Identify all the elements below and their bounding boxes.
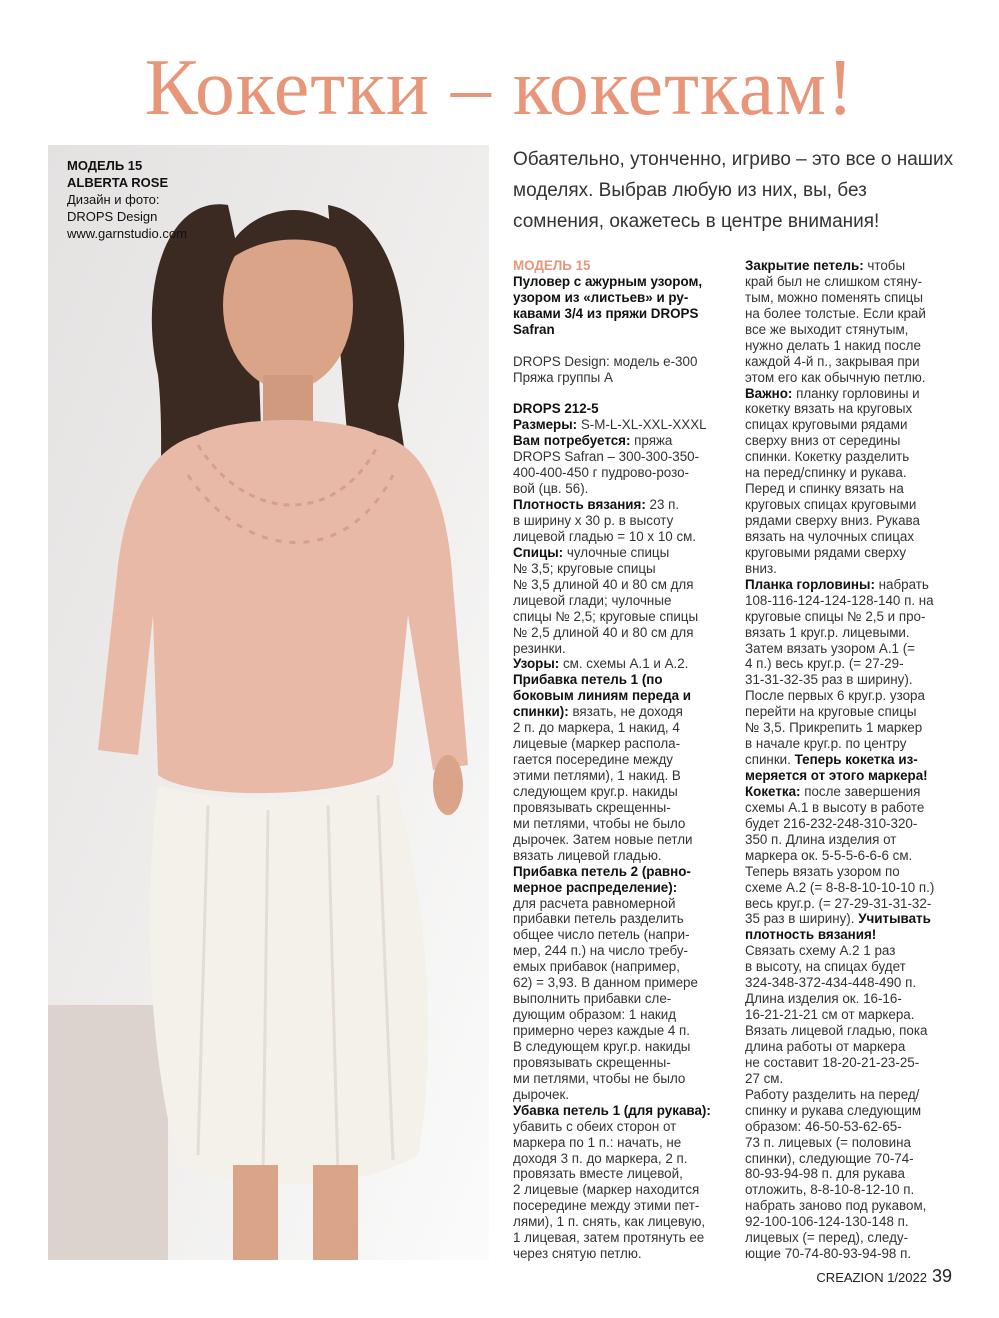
photo-caption — [67, 157, 187, 242]
caption-credit: Дизайн и фото: — [67, 192, 160, 207]
instructions-column-2 — [745, 258, 934, 1262]
caption-model: МОДЕЛЬ 15 — [67, 158, 143, 173]
text-line — [513, 672, 711, 688]
bold-heading: узором из «листьев» и ру- — [513, 289, 689, 305]
body-text: в высоту, на спицах будет — [745, 959, 906, 975]
text-line — [745, 688, 934, 704]
model-photo — [48, 145, 489, 1260]
text-line — [745, 322, 934, 338]
body-text: набрать — [874, 576, 929, 592]
body-text: Затем вязать узором А.1 (= — [745, 640, 915, 656]
body-text: S-M-L-XL-XXL-XXXL — [577, 417, 707, 433]
body-text: каждой 4-й п., закрывая при — [745, 353, 920, 369]
text-line — [745, 561, 934, 577]
text-line — [513, 1214, 711, 1230]
text-line — [745, 545, 934, 561]
text-line — [513, 991, 711, 1007]
text-line — [513, 641, 711, 657]
body-text: вязать лицевой гладью. — [513, 847, 662, 863]
text-line — [745, 465, 934, 481]
text-line — [745, 417, 934, 433]
text-line — [745, 1246, 934, 1262]
body-text: 80-93-94-98 п. для рукава — [745, 1166, 905, 1182]
instructions-column-1 — [513, 258, 711, 1262]
body-text: прибавки петель разделить — [513, 911, 684, 927]
body-text: 1 лицевая, затем протянуть ее — [513, 1230, 705, 1246]
text-line — [513, 736, 711, 752]
body-text: 92-100-106-124-130-148 п. — [745, 1214, 909, 1230]
text-line — [745, 625, 934, 641]
text-line — [513, 1230, 711, 1246]
text-line — [745, 529, 934, 545]
body-text: ми петлями, чтобы не было — [513, 1070, 686, 1086]
body-text: 73 п. лицевых (= половина — [745, 1134, 911, 1150]
body-text: образом: 46-50-53-62-65- — [745, 1118, 902, 1134]
body-text: DROPS Safran – 300-300-350- — [513, 449, 700, 465]
text-line — [745, 736, 934, 752]
text-line — [513, 1007, 711, 1023]
bold-heading: Размеры: — [513, 417, 578, 433]
bold-heading: Вам потребуется: — [513, 433, 631, 449]
body-text: 4 п.) весь круг.р. (= 27-29- — [745, 656, 904, 672]
text-line — [513, 593, 711, 609]
text-line — [513, 784, 711, 800]
text-line — [745, 338, 934, 354]
text-line — [513, 561, 711, 577]
body-text: для расчета равномерной — [513, 895, 676, 911]
text-line — [513, 370, 711, 386]
body-text: Теперь вязать узором по — [745, 863, 900, 879]
text-line — [745, 609, 934, 625]
text-line — [513, 465, 711, 481]
bold-heading: меряется от этого маркера! — [745, 768, 928, 783]
body-text: 350 п. Длина изделия от — [745, 831, 897, 847]
body-text: через снятую петлю. — [513, 1246, 642, 1262]
text-line — [745, 258, 934, 274]
body-text: край был не слишком стяну- — [745, 273, 923, 289]
text-line — [745, 911, 934, 927]
text-line — [513, 322, 711, 338]
body-text: 23 п. — [645, 497, 680, 513]
bold-heading: Прибавка петель 1 (по — [513, 672, 663, 688]
text-line — [745, 720, 934, 736]
bold-heading: Планка горловины: — [745, 576, 875, 592]
text-line — [745, 1023, 934, 1039]
body-text: все же выходит стянутым, — [745, 321, 909, 337]
body-text: Вязать лицевой гладью, пока — [745, 1023, 928, 1038]
text-line — [513, 545, 711, 561]
body-text: вой (цв. 56). — [513, 481, 589, 497]
text-line — [745, 1087, 934, 1103]
body-text: отложить, 8-8-10-8-12-10 п. — [745, 1182, 915, 1198]
text-line — [745, 848, 934, 864]
magazine-issue: CREAZION 1/2022 — [816, 1270, 927, 1285]
bold-heading: Пуловер с ажурным узором, — [513, 273, 703, 289]
body-text: нужно делать 1 накид после — [745, 337, 921, 353]
text-line — [513, 768, 711, 784]
text-line — [745, 641, 934, 657]
bold-heading: кавами 3/4 из пряжи DROPS — [513, 305, 699, 321]
body-text: 27 см. — [745, 1070, 784, 1086]
body-text: ющие 70-74-80-93-94-98 п. — [745, 1246, 912, 1262]
page-number: 39 — [931, 1266, 952, 1286]
body-text: гается посередине между — [513, 752, 673, 768]
body-text: пряжа — [630, 433, 673, 449]
body-text: круговыми рядами сверху — [745, 544, 907, 560]
text-line — [745, 577, 934, 593]
text-line — [745, 1119, 934, 1135]
text-line — [745, 290, 934, 306]
bold-heading: Важно: — [745, 385, 793, 401]
body-text: схеме А.2 (= 8-8-8-10-10-10 п.) — [745, 879, 935, 895]
text-line — [513, 1135, 711, 1151]
bold-heading: DROPS 212-5 — [513, 401, 599, 417]
body-text: сверху вниз от середины — [745, 433, 901, 449]
body-text: планку горловины и — [792, 385, 920, 401]
body-text: тым, можно поменять спицы — [745, 289, 923, 305]
body-text: рядами сверху вниз. Рукава — [745, 513, 920, 528]
body-text: спицы № 2,5; круговые спицы — [513, 608, 699, 624]
text-line — [513, 975, 711, 991]
text-line — [513, 927, 711, 943]
text-line — [745, 704, 934, 720]
text-line — [513, 1198, 711, 1214]
bold-heading: Узоры: — [513, 656, 560, 672]
text-line — [745, 386, 934, 402]
body-text: № 3,5 длиной 40 и 80 см для — [513, 576, 694, 592]
text-line — [513, 1182, 711, 1198]
bold-heading: боковым линиям переда и — [513, 688, 692, 704]
text-line — [513, 625, 711, 641]
bold-heading: Теперь кокетка из- — [794, 752, 918, 768]
body-text: дующим образом: 1 накид — [513, 1007, 677, 1023]
text-line — [513, 1023, 711, 1039]
text-line — [745, 784, 934, 800]
body-text: общее число петель (напри- — [513, 927, 690, 943]
text-line — [513, 800, 711, 816]
body-text: на более толстые. Если край — [745, 305, 926, 321]
text-line — [745, 306, 934, 322]
text-line — [513, 688, 711, 704]
text-line — [745, 816, 934, 832]
text-line — [745, 401, 934, 417]
body-text: перейти на круговые спицы — [745, 704, 917, 720]
text-line — [745, 959, 934, 975]
text-line — [513, 1246, 711, 1262]
text-line — [745, 1214, 934, 1230]
text-line — [513, 609, 711, 625]
text-line — [745, 481, 934, 497]
text-line — [745, 800, 934, 816]
text-line — [745, 449, 934, 465]
text-line — [745, 1071, 934, 1087]
body-text: посередине между этими пет- — [513, 1198, 700, 1214]
body-text: круговых спицах круговыми — [745, 497, 917, 513]
bold-heading: Прибавка петель 2 (равно- — [513, 863, 691, 879]
section-label: МОДЕЛЬ 15 — [513, 258, 591, 273]
text-line — [513, 864, 711, 880]
body-text: лицевой гладью = 10 х 10 см. — [513, 528, 697, 544]
text-line — [513, 401, 711, 417]
body-text: лицевой глади; чулочные — [513, 592, 672, 608]
text-line — [513, 911, 711, 927]
body-text: набрать заново под рукавом, — [745, 1198, 927, 1214]
body-text: чулочные спицы — [563, 544, 670, 560]
body-text: дырочек. Затем новые петли — [513, 831, 693, 847]
text-line — [513, 258, 711, 274]
text-line — [745, 1103, 934, 1119]
body-text: этими петлями), 1 накид. В — [513, 768, 681, 783]
body-text: 2 лицевые (маркер находится — [513, 1182, 700, 1198]
body-text: см. схемы А.1 и А.2. — [559, 656, 689, 672]
bold-heading: плотность вязания! — [745, 927, 877, 943]
body-text: провязывать скрещенны- — [513, 1054, 671, 1070]
text-line — [745, 656, 934, 672]
text-line — [745, 975, 934, 991]
body-text: дырочек. — [513, 1086, 570, 1102]
text-line — [745, 1198, 934, 1214]
text-line — [513, 449, 711, 465]
body-text: будет 216-232-248-310-320- — [745, 815, 918, 831]
body-text: резинки. — [513, 640, 566, 656]
bold-heading: мерное распределение): — [513, 879, 678, 895]
body-text: спинку и рукава следующим — [745, 1102, 922, 1118]
body-text: в начале круг.р. по центру — [745, 736, 907, 752]
body-text: лями), 1 п. снять, как лицевую, — [513, 1214, 706, 1230]
text-line — [745, 880, 934, 896]
body-text: на перед/спинку и рукава. — [745, 465, 907, 481]
body-text: № 3,5; круговые спицы — [513, 560, 656, 576]
body-text: после завершения — [800, 783, 921, 799]
bold-heading: Убавка петель 1 (для рукава): — [513, 1102, 711, 1118]
text-line — [513, 720, 711, 736]
text-line — [513, 959, 711, 975]
text-line — [745, 672, 934, 688]
body-text: 35 раз в ширину). — [745, 911, 859, 927]
body-text: 16-21-21-21 см от маркера. — [745, 1007, 915, 1023]
body-text: маркера по 1 п.: начать, не — [513, 1134, 682, 1150]
text-line — [745, 768, 934, 784]
body-text: выполнить прибавки сле- — [513, 991, 672, 1007]
body-text: длина работы от маркера — [745, 1038, 906, 1054]
body-text: DROPS Design: модель е-300 — [513, 353, 698, 369]
text-line — [745, 1182, 934, 1198]
bold-heading: Учитывать — [858, 911, 931, 927]
body-text: маркера ок. 5-5-5-6-6-6 см. — [745, 847, 913, 863]
body-text: спинки), следующие 70-74- — [745, 1150, 914, 1166]
text-line — [745, 943, 934, 959]
text-line — [513, 338, 711, 354]
text-line — [513, 274, 711, 290]
text-line — [513, 1071, 711, 1087]
text-line — [513, 1166, 711, 1182]
body-text: 108-116-124-124-128-140 п. на — [745, 592, 934, 608]
body-text: лицевые (маркер распола- — [513, 736, 681, 752]
body-text: № 2,5 длиной 40 и 80 см для — [513, 624, 694, 640]
text-line — [513, 306, 711, 322]
text-line — [745, 864, 934, 880]
text-line — [745, 1007, 934, 1023]
body-text: В следующем круг.р. накиды — [513, 1038, 691, 1054]
text-line — [513, 1103, 711, 1119]
text-line — [513, 752, 711, 768]
text-line — [513, 1055, 711, 1071]
text-line — [745, 927, 934, 943]
body-text: этом его как обычную петлю. — [745, 369, 926, 385]
caption-designer: DROPS Design — [67, 209, 158, 224]
text-line — [745, 1135, 934, 1151]
body-text: вниз. — [745, 560, 777, 576]
body-text: спицах круговыми рядами — [745, 417, 908, 433]
caption-site: www.garnstudio.com — [67, 226, 187, 241]
text-line — [745, 497, 934, 513]
body-text: примерно через каждые 4 п. — [513, 1023, 691, 1038]
body-text: вязать на чулочных спицах — [745, 528, 915, 544]
bold-heading: Плотность вязания: — [513, 497, 646, 513]
text-line — [745, 274, 934, 290]
body-text: доходя 3 п. до маркера, 2 п. — [513, 1150, 688, 1166]
text-line — [745, 1055, 934, 1071]
body-text: весь круг.р. (= 27-29-31-31-32- — [745, 895, 932, 911]
text-line — [513, 577, 711, 593]
body-text: мер, 244 п.) на число требу- — [513, 943, 689, 959]
body-text: Перед и спинку вязать на — [745, 481, 904, 497]
caption-name: ALBERTA ROSE — [67, 175, 169, 190]
text-line — [513, 513, 711, 529]
text-line — [513, 816, 711, 832]
bold-heading: Кокетка: — [745, 783, 801, 799]
bold-heading: спинки): — [513, 704, 569, 720]
text-line — [745, 513, 934, 529]
page-title: Кокетки – кокеткам! — [144, 44, 855, 132]
text-line — [513, 848, 711, 864]
text-line — [513, 1039, 711, 1055]
body-text: провязывать скрещенны- — [513, 799, 671, 815]
body-text: не составит 18-20-21-23-25- — [745, 1054, 920, 1070]
text-line — [513, 1151, 711, 1167]
body-text: чтобы — [863, 258, 906, 273]
text-line — [745, 991, 934, 1007]
body-text: вязать 1 круг.р. лицевыми. — [745, 624, 910, 640]
text-line — [513, 433, 711, 449]
text-line — [513, 880, 711, 896]
body-text: Связать схему А.2 1 раз — [745, 943, 896, 959]
text-line — [745, 1151, 934, 1167]
text-line — [513, 529, 711, 545]
body-text: После первых 6 круг.р. узора — [745, 688, 925, 704]
body-text: 31-31-32-35 раз в ширину). — [745, 672, 913, 688]
text-line — [513, 386, 711, 402]
body-text: ми петлями, чтобы не было — [513, 815, 686, 831]
body-text: в ширину х 30 р. в высоту — [513, 513, 674, 528]
text-line — [745, 752, 934, 768]
text-line — [513, 290, 711, 306]
text-line — [513, 1119, 711, 1135]
text-line — [513, 896, 711, 912]
body-text: круговые спицы № 2,5 и про- — [745, 608, 926, 624]
text-line — [745, 896, 934, 912]
text-line — [513, 943, 711, 959]
bold-heading: Закрытие петель: — [745, 258, 864, 273]
text-line — [513, 656, 711, 672]
text-line — [745, 1166, 934, 1182]
text-line — [745, 433, 934, 449]
text-line — [745, 1039, 934, 1055]
text-line — [513, 497, 711, 513]
body-text: вязать, не доходя — [568, 704, 683, 720]
body-text: спинки. — [745, 752, 795, 768]
text-line — [513, 417, 711, 433]
text-line — [513, 481, 711, 497]
body-text: Работу разделить на перед/ — [745, 1086, 920, 1102]
text-line — [745, 593, 934, 609]
body-text: 2 п. до маркера, 1 накид, 4 — [513, 720, 680, 736]
intro-text: Обаятельно, утонченно, игриво – это все о наших моделях. Выбрав любую из них, вы, без сомнения, окажетесь в центре внимания! — [513, 149, 954, 232]
text-line — [745, 354, 934, 370]
body-text: следующем круг.р. накиды — [513, 783, 678, 799]
body-text: емых прибавок (например, — [513, 959, 680, 975]
text-line — [513, 704, 711, 720]
text-line — [513, 832, 711, 848]
body-text: лицевых (= перед), следу- — [745, 1230, 909, 1246]
body-text: 400-400-450 г пудрово-розо- — [513, 465, 689, 481]
body-text: 62) = 3,93. В данном примере — [513, 975, 698, 991]
body-text: Пряжа группы А — [513, 369, 613, 385]
text-line — [745, 370, 934, 386]
page-footer — [816, 1266, 952, 1287]
body-text: 324-348-372-434-448-490 п. — [745, 975, 917, 991]
body-text: № 3,5. Прикрепить 1 маркер — [745, 720, 923, 736]
body-text: убавить с обеих сторон от — [513, 1118, 677, 1134]
text-line — [745, 1230, 934, 1246]
body-text: спинки. Кокетку разделить — [745, 449, 910, 465]
text-line — [513, 1087, 711, 1103]
body-text: схемы А.1 в высоту в работе — [745, 799, 925, 815]
body-text: провязать вместе лицевой, — [513, 1166, 683, 1182]
text-line — [513, 354, 711, 370]
bold-heading: Спицы: — [513, 544, 564, 560]
body-text: Длина изделия ок. 16-16- — [745, 991, 902, 1007]
bold-heading: Safran — [513, 321, 555, 337]
body-text: кокетку вязать на круговых — [745, 401, 913, 417]
text-line — [745, 832, 934, 848]
